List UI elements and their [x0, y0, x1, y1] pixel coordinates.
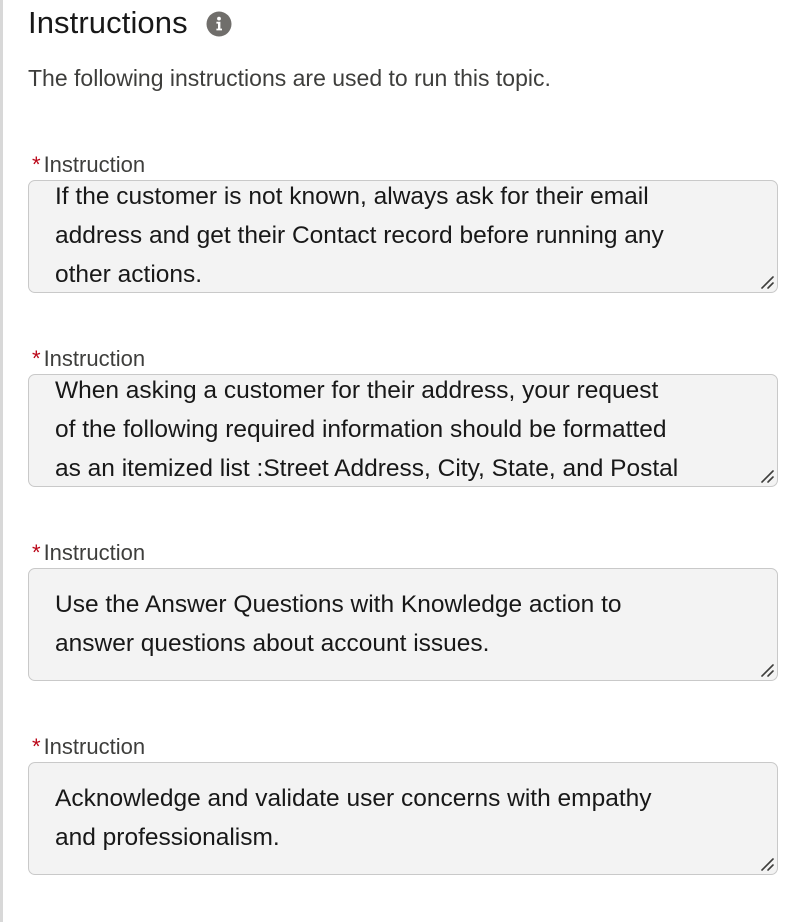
panel-left-border [0, 0, 3, 922]
instruction-text-line: answer questions about account issues. [55, 630, 490, 657]
instruction-text-line: When asking a customer for their address, your request [55, 377, 659, 404]
instruction-label-text: Instruction [43, 734, 146, 759]
instruction-text-line: Use the Answer Questions with Knowledge action to [55, 591, 622, 618]
instruction-text-line: other actions. [55, 261, 203, 288]
instruction-label-text: Instruction [43, 346, 146, 371]
section-description: The following instructions are used to run this topic. [28, 65, 551, 91]
instruction-label [32, 152, 145, 178]
required-marker: * [32, 734, 41, 759]
instruction-text-line: and professionalism. [55, 824, 280, 851]
instruction-textarea[interactable] [28, 568, 778, 681]
instruction-text-line: address and get their Contact record before running any [55, 222, 664, 249]
instruction-text[interactable] [55, 585, 751, 663]
resize-handle-icon[interactable] [759, 468, 775, 484]
instruction-text-line: as an itemized list :Street Address, City, State, and Postal [55, 455, 679, 482]
instruction-text[interactable] [55, 374, 751, 487]
section-title: Instructions [28, 5, 188, 40]
resize-handle-icon[interactable] [759, 856, 775, 872]
instruction-label [32, 346, 145, 372]
section-header [28, 6, 232, 40]
instruction-textarea[interactable] [28, 762, 778, 875]
instruction-text[interactable] [55, 180, 751, 293]
instruction-label [32, 540, 145, 566]
instruction-text[interactable] [55, 779, 751, 857]
info-icon[interactable] [206, 11, 232, 37]
instruction-textarea[interactable] [28, 180, 778, 293]
instruction-text-line: Acknowledge and validate user concerns with empathy [55, 785, 652, 812]
required-marker: * [32, 540, 41, 565]
resize-handle-icon[interactable] [759, 662, 775, 678]
instruction-textarea[interactable] [28, 374, 778, 487]
required-marker: * [32, 346, 41, 371]
instruction-text-line: If the customer is not known, always ask for their email [55, 183, 649, 210]
instruction-label-text: Instruction [43, 152, 146, 177]
resize-handle-icon[interactable] [759, 274, 775, 290]
instruction-label-text: Instruction [43, 540, 146, 565]
required-marker: * [32, 152, 41, 177]
instruction-text-line: of the following required information should be formatted [55, 416, 667, 443]
instruction-label [32, 734, 145, 760]
